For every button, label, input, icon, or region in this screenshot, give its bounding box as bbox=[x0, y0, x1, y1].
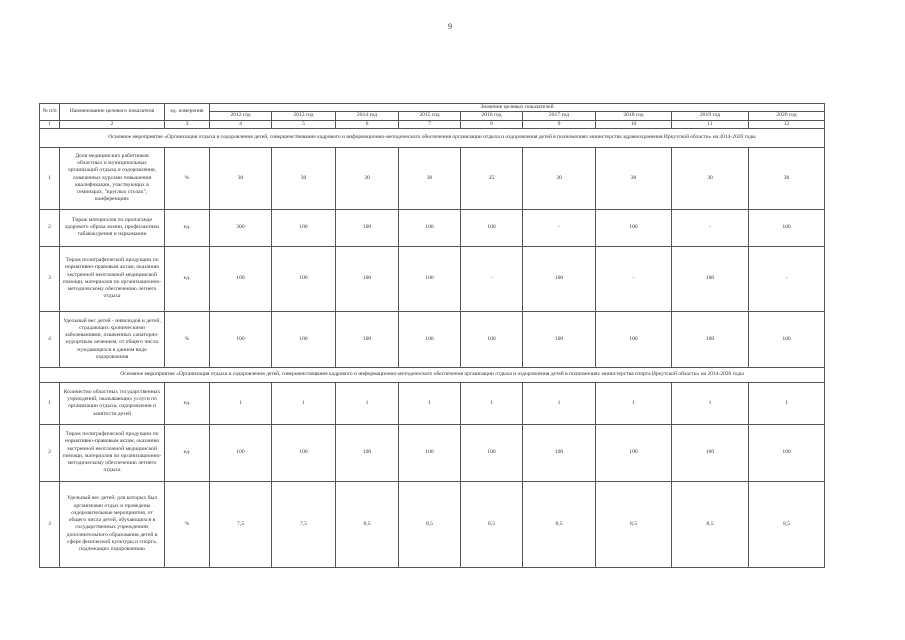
unit-cell: % bbox=[165, 147, 210, 209]
value-cell: 100 bbox=[672, 246, 749, 311]
column-number: 9 bbox=[523, 120, 596, 128]
value-cell: 8,5 bbox=[596, 481, 672, 567]
value-cell: 300 bbox=[210, 209, 272, 246]
year-header: 2018 год bbox=[596, 112, 672, 120]
value-cell: 100 bbox=[336, 311, 399, 367]
year-header: 2013 год bbox=[272, 112, 336, 120]
value-cell: 100 bbox=[272, 246, 336, 311]
row-number: 2 bbox=[40, 424, 60, 481]
value-cell: 8,5 bbox=[461, 481, 523, 567]
value-cell: 100 bbox=[749, 311, 825, 367]
value-cell: 100 bbox=[336, 209, 399, 246]
unit-cell: ед. bbox=[165, 382, 210, 424]
value-cell: 1 bbox=[210, 382, 272, 424]
value-cell: 8,5 bbox=[749, 481, 825, 567]
value-cell: 30 bbox=[210, 147, 272, 209]
value-cell: 30 bbox=[672, 147, 749, 209]
value-cell: 1 bbox=[399, 382, 461, 424]
value-cell: 30 bbox=[749, 147, 825, 209]
page-number: 9 bbox=[448, 22, 452, 31]
value-cell: 100 bbox=[210, 424, 272, 481]
value-cell: 100 bbox=[399, 311, 461, 367]
row-number: 3 bbox=[40, 246, 60, 311]
indicator-name: Доля медицинских работников областных и муниципальных организаций отдыха и оздоровления, охваченных курсами повышения квалификации, участвующих в семинарах, "круглых столах", конференциях bbox=[60, 147, 165, 209]
column-number: 7 bbox=[399, 120, 461, 128]
unit-cell: ед. bbox=[165, 424, 210, 481]
value-cell: 25 bbox=[461, 147, 523, 209]
column-number: 4 bbox=[210, 120, 272, 128]
value-cell: 100 bbox=[399, 246, 461, 311]
column-number: 6 bbox=[336, 120, 399, 128]
row-number: 3 bbox=[40, 481, 60, 567]
header-indicator-name: Наименование целевого показателя bbox=[60, 104, 165, 121]
value-cell: 100 bbox=[336, 246, 399, 311]
value-cell: - bbox=[749, 246, 825, 311]
value-cell: 30 bbox=[523, 147, 596, 209]
year-header: 2016 год bbox=[461, 112, 523, 120]
column-number: 11 bbox=[672, 120, 749, 128]
year-header: 2017 год bbox=[523, 112, 596, 120]
value-cell: 100 bbox=[672, 424, 749, 481]
unit-cell: % bbox=[165, 481, 210, 567]
indicator-name: Удельный вес детей - инвалидов и детей, страдающих хроническими заболеваниями, охваченных санаторно-курортным лечением, от общего числа нуждающихся в данном виде оздоровления bbox=[60, 311, 165, 367]
value-cell: 100 bbox=[596, 311, 672, 367]
value-cell: 100 bbox=[272, 424, 336, 481]
value-cell: 100 bbox=[672, 311, 749, 367]
value-cell: - bbox=[523, 209, 596, 246]
year-header: 2012 год bbox=[210, 112, 272, 120]
table-row bbox=[40, 311, 825, 367]
value-cell: 100 bbox=[523, 246, 596, 311]
unit-cell: ед. bbox=[165, 209, 210, 246]
value-cell: 100 bbox=[596, 209, 672, 246]
row-number: 2 bbox=[40, 209, 60, 246]
header-unit: ед. измерения bbox=[165, 104, 210, 121]
value-cell: 100 bbox=[461, 311, 523, 367]
section-header bbox=[40, 367, 825, 382]
row-number: 1 bbox=[40, 147, 60, 209]
indicator-name: Количество областных государственных учреждений, оказывающих услуги по организации отдыха, оздоровления и занятости детей bbox=[60, 382, 165, 424]
value-cell: 100 bbox=[461, 209, 523, 246]
value-cell: - bbox=[461, 246, 523, 311]
section-title: Основное мероприятие «Организация отдыха и оздоровления детей, совершенствование кадрового и информационно-методического обеспечения организации отдыха и оздоровления детей в полномочиях министерства здравоохранения Иркутской области» на 2014-2020 годы bbox=[40, 128, 825, 147]
indicator-name: Удельный вес детей, для которых был организован отдых и проведены оздоровительные мероприятия, от общего числа детей, обучающихся в государственных учреждениях дополнительного образования детей в сфере физической культуры и спорта, подлежащих оздоровлению bbox=[60, 481, 165, 567]
value-cell: 7,5 bbox=[210, 481, 272, 567]
year-header: 2019 год bbox=[672, 112, 749, 120]
column-number: 2 bbox=[60, 120, 165, 128]
value-cell: 100 bbox=[749, 209, 825, 246]
value-cell: 1 bbox=[336, 382, 399, 424]
value-cell: 30 bbox=[272, 147, 336, 209]
value-cell: 8,5 bbox=[523, 481, 596, 567]
value-cell: 1 bbox=[672, 382, 749, 424]
table-row bbox=[40, 246, 825, 311]
row-number: 1 bbox=[40, 382, 60, 424]
value-cell: 1 bbox=[461, 382, 523, 424]
section-title: Основное мероприятие «Организация отдыха и оздоровления детей, совершенствование кадрового и информационно-методического обеспечения организации отдыха и оздоровления детей в полномочиях министерства спорта Иркутской области» на 2014-2020 годы bbox=[40, 367, 825, 382]
value-cell: 8,5 bbox=[399, 481, 461, 567]
unit-cell: ед. bbox=[165, 246, 210, 311]
value-cell: 30 bbox=[336, 147, 399, 209]
table-row bbox=[40, 424, 825, 481]
header-column-numbers-row bbox=[40, 120, 825, 128]
value-cell: 100 bbox=[272, 311, 336, 367]
value-cell: 30 bbox=[596, 147, 672, 209]
value-cell: 8,5 bbox=[672, 481, 749, 567]
table-row bbox=[40, 481, 825, 567]
value-cell: 100 bbox=[523, 424, 596, 481]
year-header: 2014 год bbox=[336, 112, 399, 120]
column-number: 5 bbox=[272, 120, 336, 128]
year-header: 2015 год bbox=[399, 112, 461, 120]
value-cell: 100 bbox=[596, 424, 672, 481]
indicator-name: Тираж полиграфической продукции по нормативно-правовым актам, оказанию экстренной неотложной медицинской помощи, материалов по организационно-методическому обеспечению летнего отдыха bbox=[60, 246, 165, 311]
value-cell: 1 bbox=[523, 382, 596, 424]
header-num: № п/п bbox=[40, 104, 60, 121]
value-cell: - bbox=[596, 246, 672, 311]
value-cell: 1 bbox=[596, 382, 672, 424]
value-cell: 100 bbox=[749, 424, 825, 481]
column-number: 3 bbox=[165, 120, 210, 128]
column-number: 12 bbox=[749, 120, 825, 128]
value-cell: 1 bbox=[272, 382, 336, 424]
table-row bbox=[40, 209, 825, 246]
header-values: Значение целевых показателей bbox=[210, 104, 825, 112]
value-cell: 1 bbox=[749, 382, 825, 424]
column-number: 10 bbox=[596, 120, 672, 128]
indicator-name: Тираж материалов по пропаганде здорового образа жизни, профилактики табакокурения и наркомании bbox=[60, 209, 165, 246]
value-cell: 30 bbox=[399, 147, 461, 209]
year-header: 2020 год bbox=[749, 112, 825, 120]
section-header bbox=[40, 128, 825, 147]
value-cell: 7,5 bbox=[272, 481, 336, 567]
value-cell: 100 bbox=[336, 424, 399, 481]
value-cell: - bbox=[672, 209, 749, 246]
indicator-name: Тираж полиграфической продукции по нормативно-правовым актам, оказанию экстренной неотложной медицинской помощи, материалов по организационно-методическому обеспечению летнего отдыха bbox=[60, 424, 165, 481]
row-number: 4 bbox=[40, 311, 60, 367]
unit-cell: % bbox=[165, 311, 210, 367]
column-number: 1 bbox=[40, 120, 60, 128]
value-cell: 100 bbox=[399, 424, 461, 481]
column-number: 8 bbox=[461, 120, 523, 128]
value-cell: 100 bbox=[399, 209, 461, 246]
value-cell: 100 bbox=[523, 311, 596, 367]
header-row-top bbox=[40, 104, 825, 112]
value-cell: 100 bbox=[272, 209, 336, 246]
value-cell: 100 bbox=[461, 424, 523, 481]
table-row bbox=[40, 382, 825, 424]
value-cell: 100 bbox=[210, 311, 272, 367]
value-cell: 100 bbox=[210, 246, 272, 311]
value-cell: 8,5 bbox=[336, 481, 399, 567]
target-indicators-table bbox=[39, 103, 825, 568]
table-row bbox=[40, 147, 825, 209]
